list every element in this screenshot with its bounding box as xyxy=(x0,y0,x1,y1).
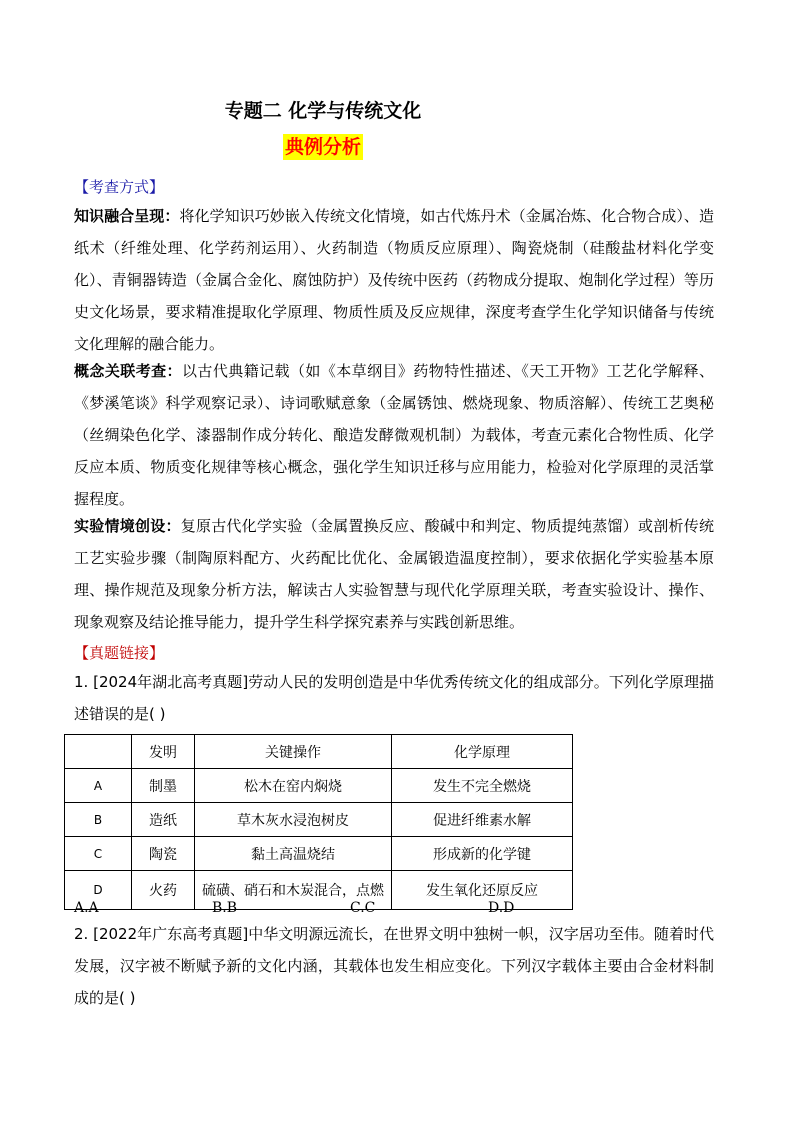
table-cell: 黏土高温烧结 xyxy=(195,837,392,871)
table-row xyxy=(65,769,573,803)
table-row xyxy=(65,803,573,837)
section-subtitle: 典例分析 xyxy=(284,136,361,158)
table-cell: 形成新的化学键 xyxy=(392,837,573,871)
table-header-cell: 发明 xyxy=(132,735,195,769)
table-header-row xyxy=(65,735,573,769)
exam-method-text: 以古代典籍记载（如《本草纲目》药物特性描述、《天工开物》工艺化学解释、《梦溪笔谈》科学观察记录）、诗词歌赋意象（金属锈蚀、燃烧现象、物质溶解）、传统工艺奥秘（丝绸染色化学、漆器制作成分转化、酿造发酵微观机制）为载体，考查元素化合物性质、化学反应本质、物质变化规律等核心概念，强化学生知识迁移与应用能力，检验对化学原理的灵活掌握程度。 xyxy=(74,362,714,508)
exam-method-paragraph xyxy=(74,510,714,638)
table-row xyxy=(65,837,573,871)
table-header-cell: 化学原理 xyxy=(392,735,573,769)
table-cell: 制墨 xyxy=(132,769,195,803)
exam-method-text: 复原古代化学实验（金属置换反应、酸碱中和判定、物质提纯蒸馏）或剖析传统工艺实验步骤（制陶原料配方、火药配比优化、金属锻造温度控制），要求依据化学实验基本原理、操作规范及现象分析方法，解读古人实验智慧与现代化学原理关联，考查实验设计、操作、现象观察及结论推导能力，提升学生科学探究素养与实践创新思维。 xyxy=(74,517,714,631)
question-1-table xyxy=(64,734,573,910)
table-header-cell xyxy=(65,735,132,769)
exam-method-label: 概念关联考查： xyxy=(74,362,182,380)
table-cell: 草木灰水浸泡树皮 xyxy=(195,803,392,837)
table-cell: D xyxy=(65,871,132,910)
real-questions-heading: 【真题链接】 xyxy=(74,644,165,662)
option-b[interactable]: B.B xyxy=(212,900,238,916)
table-cell: 松木在窑内焖烧 xyxy=(195,769,392,803)
exam-method-paragraph xyxy=(74,200,714,360)
table-row xyxy=(65,871,573,910)
table-cell: A xyxy=(65,769,132,803)
table-cell: 火药 xyxy=(132,871,195,910)
option-c[interactable]: C.C xyxy=(350,900,376,916)
table-cell: 发生不完全燃烧 xyxy=(392,769,573,803)
table-cell: B xyxy=(65,803,132,837)
exam-methods-heading: 【考查方式】 xyxy=(74,178,165,196)
page-title: 专题二 化学与传统文化 xyxy=(224,100,422,122)
question-1-text: 1. [2024年湖北高考真题]劳动人民的发明创造是中华优秀传统文化的组成部分。下列化学原理描述错误的是( ) xyxy=(74,673,714,723)
table-cell: 发生氧化还原反应 xyxy=(392,871,573,910)
table-cell: 造纸 xyxy=(132,803,195,837)
table-cell: 陶瓷 xyxy=(132,837,195,871)
exam-method-paragraph xyxy=(74,355,714,515)
exam-method-text: 将化学知识巧妙嵌入传统文化情境，如古代炼丹术（金属冶炼、化合物合成）、造纸术（纤维处理、化学药剂运用）、火药制造（物质反应原理）、陶瓷烧制（硅酸盐材料化学变化）、青铜器铸造（金属合金化、腐蚀防护）及传统中医药（药物成分提取、炮制化学过程）等历史文化场景，要求精准提取化学原理、物质性质及反应规律，深度考查学生化学知识储备与传统文化理解的融合能力。 xyxy=(74,207,714,353)
table-cell: 硫磺、硝石和木炭混合，点燃 xyxy=(195,871,392,910)
subtitle-wrap xyxy=(0,134,720,160)
question-2-text: 2. [2022年广东高考真题]中华文明源远流长，在世界文明中独树一帜，汉字居功至伟。随着时代发展，汉字被不断赋予新的文化内涵，其载体也发生相应变化。下列汉字载体主要由合金材料制成的是( ) xyxy=(74,925,714,1007)
exam-method-label: 知识融合呈现： xyxy=(74,207,180,225)
option-d[interactable]: D.D xyxy=(488,900,515,916)
table-cell: 促进纤维素水解 xyxy=(392,803,573,837)
table-header-cell: 关键操作 xyxy=(195,735,392,769)
option-a[interactable]: A.A xyxy=(74,900,99,916)
table-cell: C xyxy=(65,837,132,871)
exam-method-label: 实验情境创设： xyxy=(74,517,181,535)
